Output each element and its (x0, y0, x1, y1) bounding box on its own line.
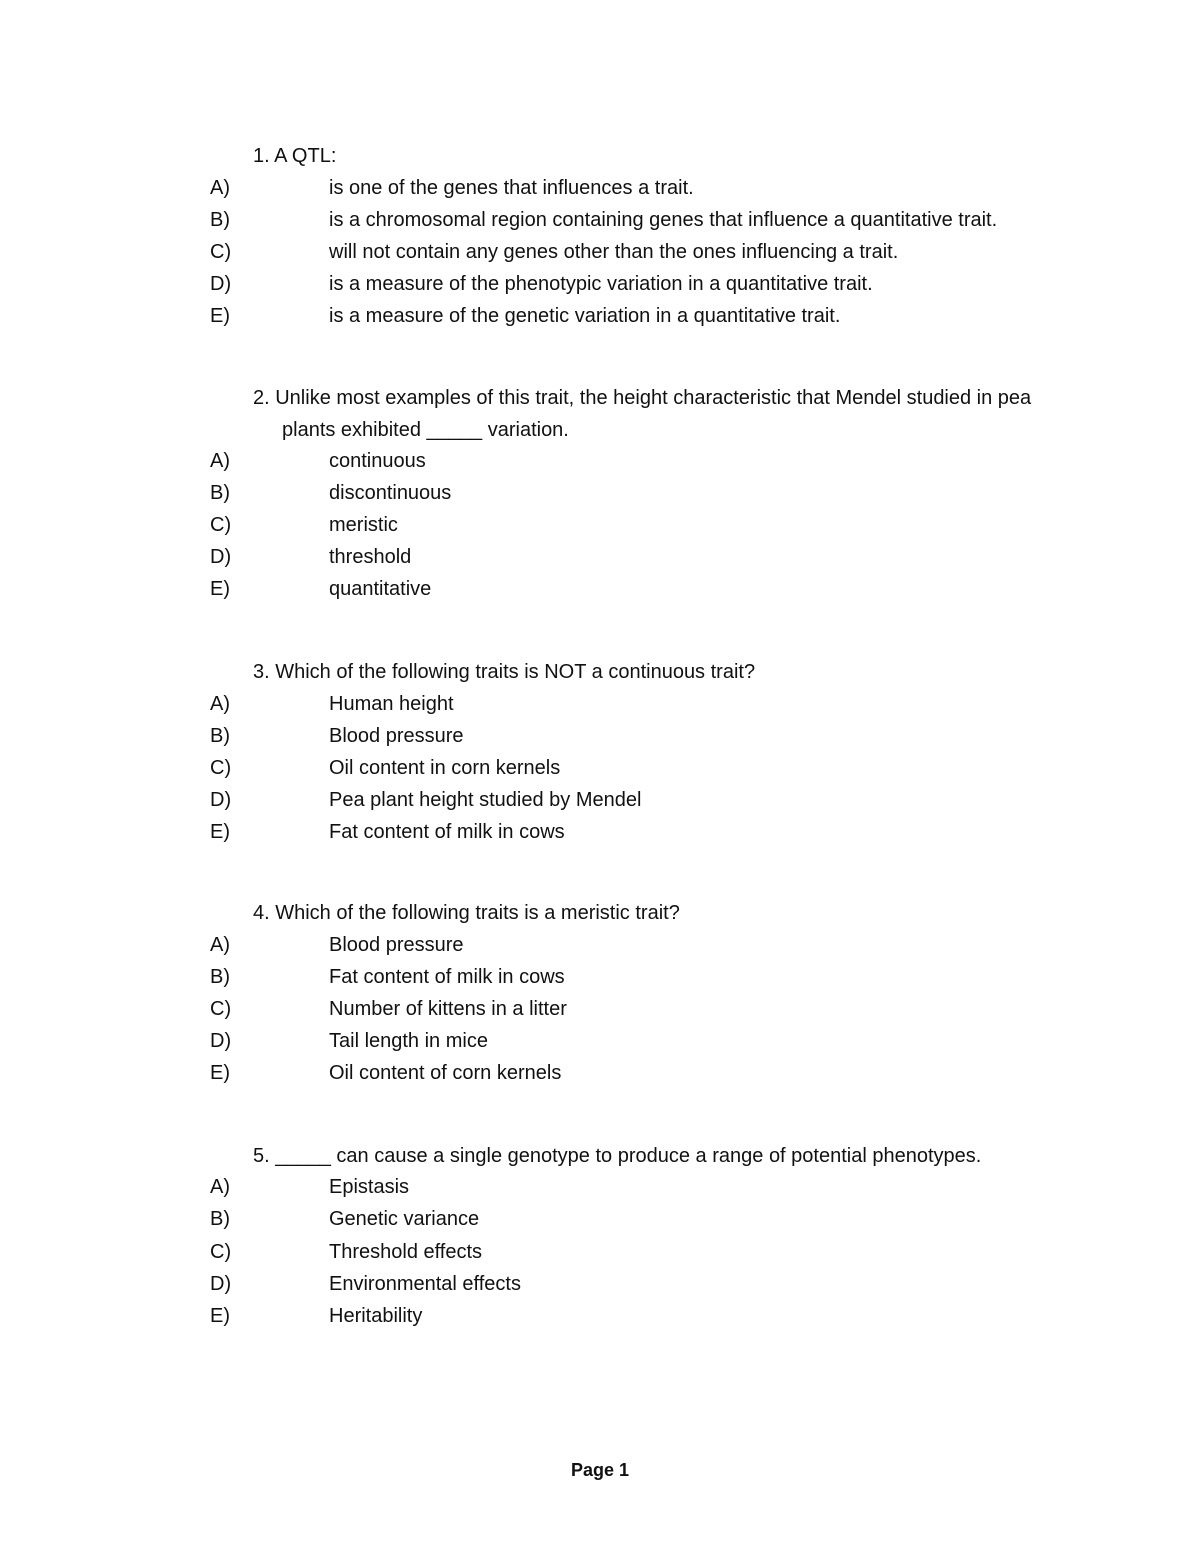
option-letter: B) (210, 482, 230, 504)
answer-option (0, 784, 1200, 816)
option-letter: C) (210, 757, 232, 779)
question-stem-line: 5. _____ can cause a single genotype to produce a range of potential phenotypes. (253, 1145, 982, 1167)
option-letter: A) (210, 1176, 230, 1198)
answer-option (0, 1025, 1200, 1057)
answer-option (0, 172, 1200, 204)
option-letter: B) (210, 1208, 230, 1230)
option-text: Pea plant height studied by Mendel (329, 789, 642, 811)
option-letter: D) (210, 546, 232, 568)
answer-option (0, 509, 1200, 541)
option-text: Number of kittens in a litter (329, 998, 567, 1020)
option-letter: E) (210, 821, 230, 843)
option-text: Tail length in mice (329, 1030, 488, 1052)
option-text: will not contain any genes other than the ones influencing a trait. (329, 241, 899, 263)
option-text: discontinuous (329, 482, 452, 504)
option-text: continuous (329, 450, 426, 472)
answer-option (0, 541, 1200, 573)
question-stem (253, 1140, 1123, 1172)
question-stem-line: 3. Which of the following traits is NOT a continuous trait? (253, 661, 756, 683)
option-letter: D) (210, 273, 232, 295)
answer-option (0, 1057, 1200, 1089)
answer-option (0, 573, 1200, 605)
option-text: Oil content in corn kernels (329, 757, 561, 779)
option-letter: E) (210, 578, 230, 600)
option-text: Fat content of milk in cows (329, 966, 565, 988)
option-text: is a chromosomal region containing genes that influence a quantitative trait. (329, 209, 998, 231)
option-text: is a measure of the phenotypic variation in a quantitative trait. (329, 273, 873, 295)
question-stem-line: 4. Which of the following traits is a meristic trait? (253, 902, 680, 924)
question-stem (253, 382, 1123, 446)
answer-option (0, 1203, 1200, 1235)
answer-option (0, 961, 1200, 993)
option-text: is a measure of the genetic variation in a quantitative trait. (329, 305, 841, 327)
option-letter: C) (210, 998, 232, 1020)
option-letter: E) (210, 1305, 230, 1327)
answer-option (0, 816, 1200, 848)
option-text: Threshold effects (329, 1241, 483, 1263)
option-text: Heritability (329, 1305, 423, 1327)
answer-option (0, 993, 1200, 1025)
question-stem-line: 2. Unlike most examples of this trait, the height characteristic that Mendel studied in pea (253, 387, 1032, 409)
answer-option (0, 300, 1200, 332)
option-text: meristic (329, 514, 398, 536)
option-text: Environmental effects (329, 1273, 521, 1295)
question-stem (253, 140, 1123, 172)
answer-option (0, 1236, 1200, 1268)
option-letter: A) (210, 177, 230, 199)
answer-option (0, 268, 1200, 300)
option-text: is one of the genes that influences a trait. (329, 177, 694, 199)
answer-option (0, 720, 1200, 752)
option-letter: D) (210, 1030, 232, 1052)
option-text: Genetic variance (329, 1208, 480, 1230)
question-stem-line: plants exhibited _____ variation. (282, 419, 569, 441)
answer-option (0, 752, 1200, 784)
answer-option (0, 929, 1200, 961)
answer-option (0, 688, 1200, 720)
option-text: Blood pressure (329, 934, 464, 956)
option-text: Human height (329, 693, 454, 715)
option-letter: B) (210, 966, 230, 988)
option-letter: C) (210, 514, 232, 536)
answer-option (0, 204, 1200, 236)
option-letter: C) (210, 1241, 232, 1263)
answer-option (0, 1300, 1200, 1332)
question-stem (253, 897, 1123, 929)
question-stem (253, 656, 1123, 688)
option-text: Blood pressure (329, 725, 464, 747)
option-text: threshold (329, 546, 412, 568)
option-text: Epistasis (329, 1176, 410, 1198)
option-letter: C) (210, 241, 232, 263)
option-letter: A) (210, 934, 230, 956)
option-letter: A) (210, 693, 230, 715)
option-text: Oil content of corn kernels (329, 1062, 562, 1084)
option-letter: D) (210, 1273, 232, 1295)
answer-option (0, 445, 1200, 477)
question-stem-line: 1. A QTL: (253, 145, 337, 167)
page-number: Page 1 (570, 1460, 630, 1480)
option-letter: D) (210, 789, 232, 811)
option-letter: E) (210, 1062, 230, 1084)
option-text: quantitative (329, 578, 432, 600)
answer-option (0, 1171, 1200, 1203)
option-text: Fat content of milk in cows (329, 821, 565, 843)
answer-option (0, 236, 1200, 268)
page-footer (0, 1456, 1200, 1484)
option-letter: A) (210, 450, 230, 472)
option-letter: B) (210, 209, 230, 231)
option-letter: E) (210, 305, 230, 327)
answer-option (0, 1268, 1200, 1300)
option-letter: B) (210, 725, 230, 747)
answer-option (0, 477, 1200, 509)
